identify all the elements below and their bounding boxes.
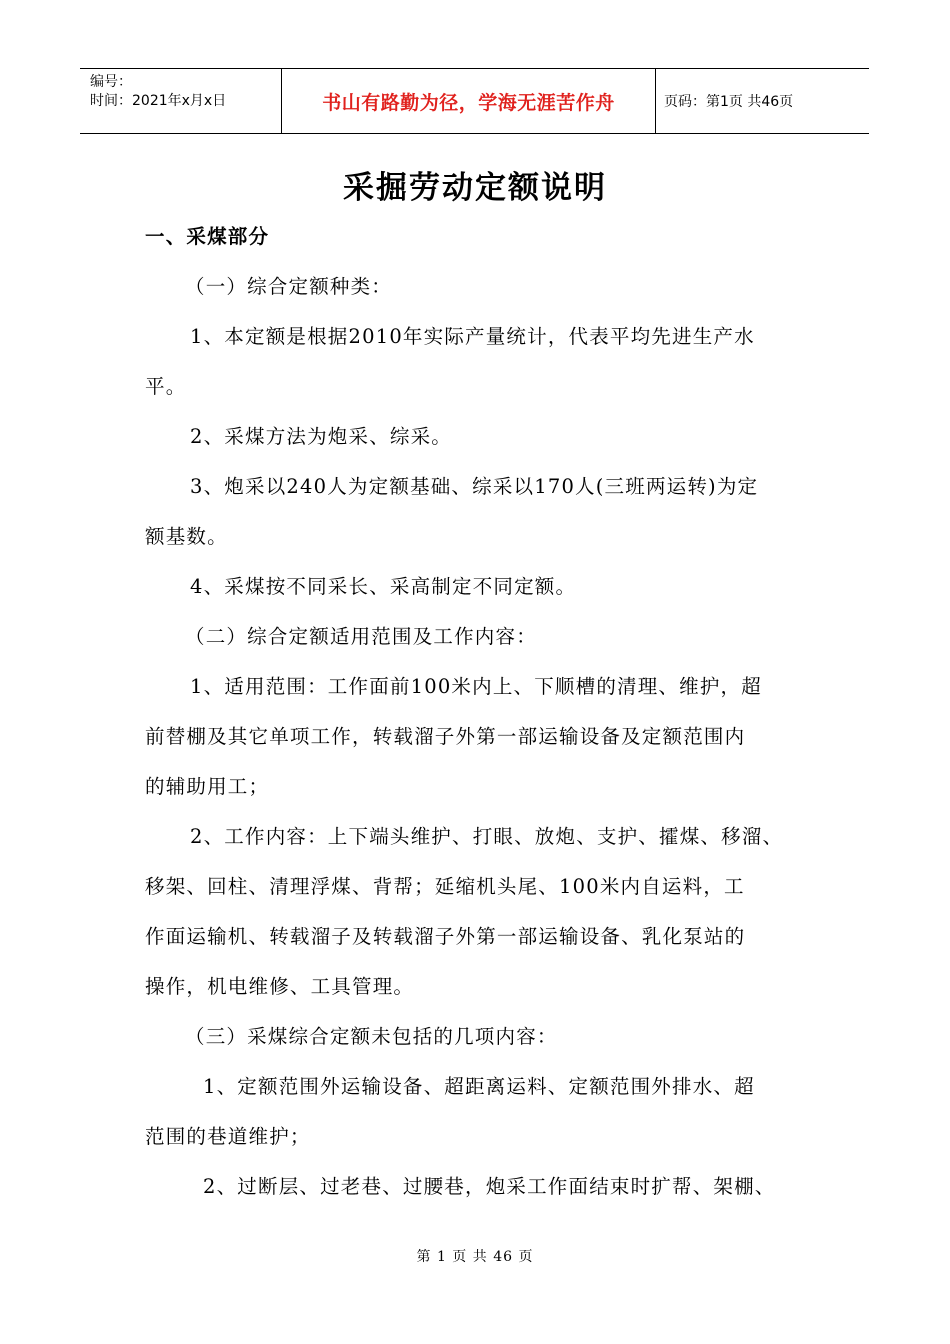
header-meta — [80, 69, 282, 133]
paragraph-line: 范围的巷道维护； — [145, 1125, 311, 1148]
subsection-heading: （三）采煤综合定额未包括的几项内容： — [185, 1025, 558, 1048]
number-label: 编号： — [90, 74, 132, 90]
paragraph-line: 2、工作内容：上下端头维护、打眼、放炮、支护、攉煤、移溜、 — [190, 825, 784, 848]
paragraph-line: 2、采煤方法为炮采、综采。 — [190, 425, 453, 448]
paragraph-line: 的辅助用工； — [145, 775, 270, 798]
time-label: 时间：2021年x月x日 — [90, 93, 227, 109]
paragraph-line: 3、炮采以240人为定额基础、综采以170人(三班两运转)为定 — [190, 475, 759, 498]
page-footer: 第 1 页 共 46 页 — [416, 1249, 534, 1265]
paragraph-line: 1、定额范围外运输设备、超距离运料、定额范围外排水、超 — [203, 1075, 755, 1098]
paragraph-line: 1、适用范围：工作面前100米内上、下顺槽的清理、维护，超 — [190, 675, 762, 698]
paragraph-line: 作面运输机、转载溜子及转载溜子外第一部运输设备、乳化泵站的 — [145, 925, 746, 948]
subsection-heading: （二）综合定额适用范围及工作内容： — [185, 625, 537, 648]
paragraph-line: 操作，机电维修、工具管理。 — [145, 975, 415, 998]
page-info: 页码：第1页 共46页 — [664, 94, 794, 110]
section-heading: 一、采煤部分 — [145, 225, 270, 248]
document-body — [145, 222, 817, 1222]
paragraph-line: 2、过断层、过老巷、过腰巷，炮采工作面结束时扩帮、架棚、 — [203, 1175, 776, 1198]
paragraph-line: 额基数。 — [145, 525, 228, 548]
paragraph-line: 平。 — [145, 375, 187, 398]
paragraph-line: 移架、回柱、清理浮煤、背帮；延缩机头尾、100米内自运料，工 — [145, 875, 745, 898]
subsection-heading: （一）综合定额种类： — [185, 275, 393, 298]
motto: 书山有路勤为径，学海无涯苦作舟 — [282, 69, 656, 133]
paragraph-line: 1、本定额是根据2010年实际产量统计，代表平均先进生产水 — [190, 325, 755, 348]
paragraph-line: 4、采煤按不同采长、采高制定不同定额。 — [190, 575, 577, 598]
document-title: 采掘劳动定额说明 — [343, 170, 607, 206]
paragraph-line: 前替棚及其它单项工作，转载溜子外第一部运输设备及定额范围内 — [145, 725, 746, 748]
page-header — [80, 68, 869, 134]
